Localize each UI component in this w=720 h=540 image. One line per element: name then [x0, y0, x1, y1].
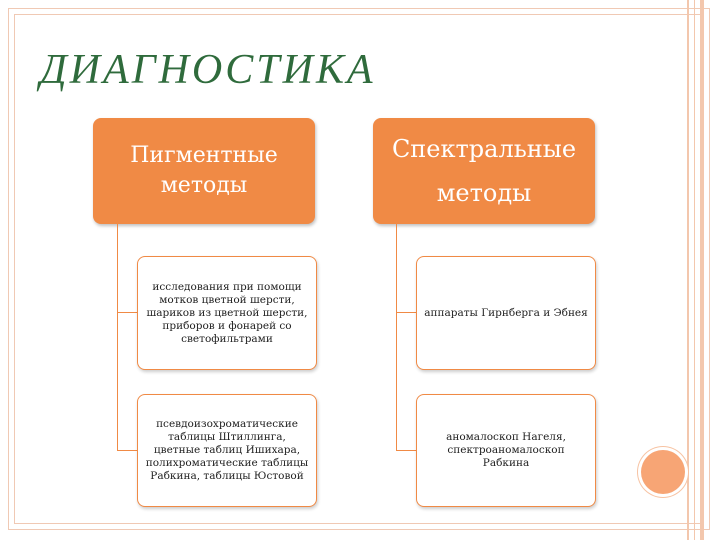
connector-line [396, 450, 416, 451]
method-box [137, 256, 317, 370]
method-text: аномалоскоп Нагеля, спектроаномалоскоп Рабкина [446, 431, 566, 469]
connector-line [396, 312, 416, 313]
category-label: Спектральные методы [391, 135, 577, 207]
connector-line [117, 312, 137, 313]
slide-title: ДИАГНОСТИКА [40, 47, 376, 93]
decorative-circle [641, 450, 685, 494]
method-box [137, 394, 317, 507]
method-box [416, 256, 596, 370]
method-text: псевдоизохроматические таблицы Штиллинга, цветные таблиц Ишихара, полихроматические таблицы Рабкина, таблицы Юстовой [145, 418, 309, 482]
decorative-stripe [700, 0, 704, 540]
connector-line [117, 224, 118, 451]
method-box [416, 394, 596, 507]
decorative-stripe [687, 0, 689, 540]
connector-line [396, 224, 397, 451]
method-text: аппараты Гирнберга и Эбнея [424, 306, 588, 319]
decorative-stripe [694, 0, 695, 540]
category-box-pigment [93, 118, 315, 224]
category-box-spectral [373, 118, 595, 224]
connector-line [117, 450, 137, 451]
method-text: исследования при помощи мотков цветной шерсти, шариков из цветной шерсти, приборов и фонарей со светофильтрами [146, 280, 308, 345]
category-label: Пигментные методы [130, 143, 278, 198]
